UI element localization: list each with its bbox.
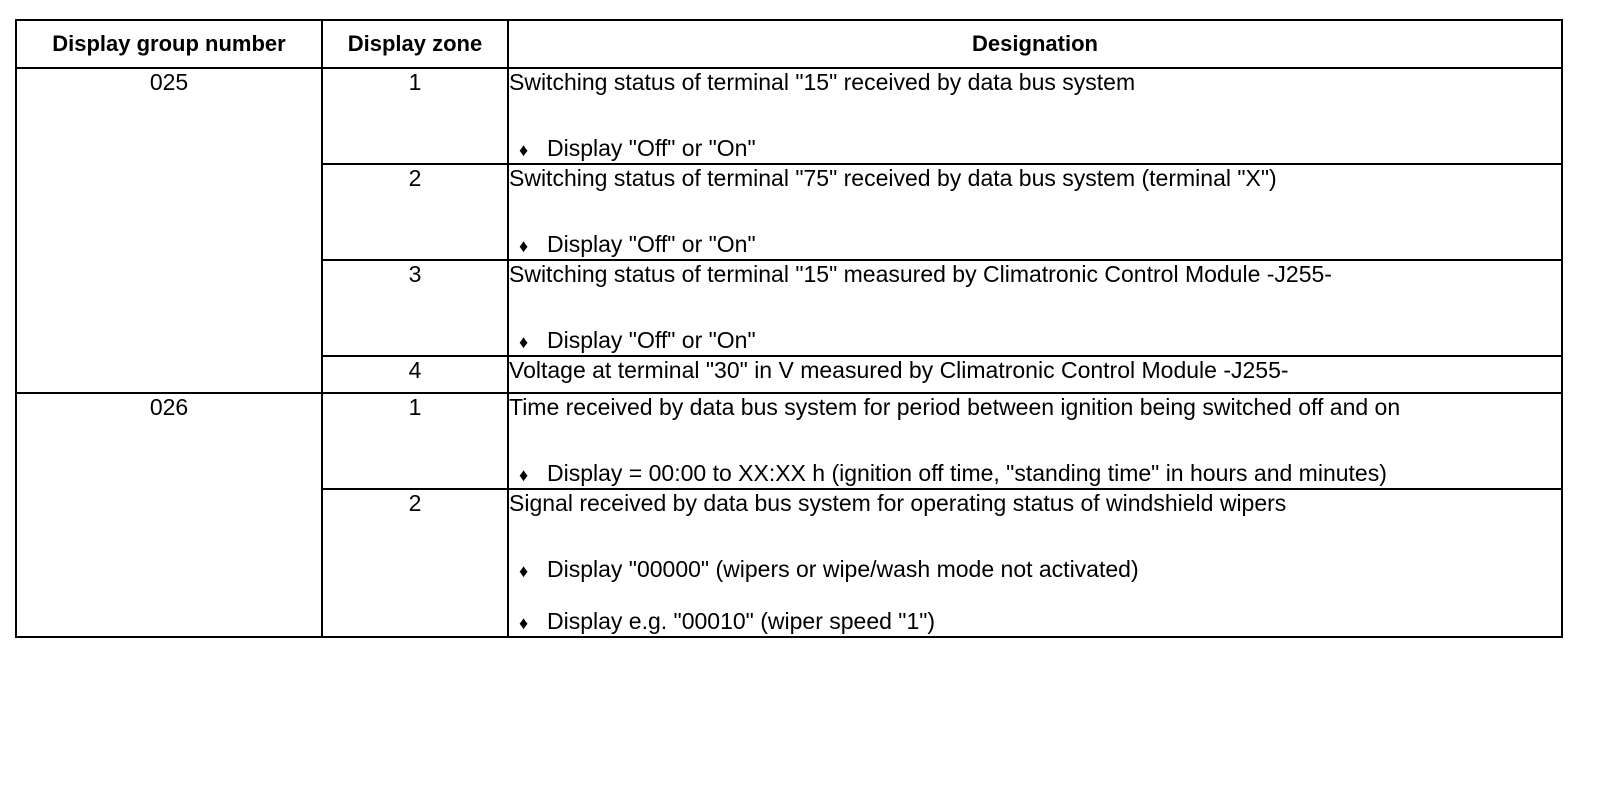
designation-cell: [508, 68, 1562, 164]
table-row: [16, 68, 1562, 164]
diamond-bullet-icon: ♦: [519, 332, 529, 352]
designation-text: Voltage at terminal "30" in V measured by Climatronic Control Module -J255-: [509, 357, 1289, 383]
designation-text: Switching status of terminal "15" measured by Climatronic Control Module -J255-: [509, 261, 1332, 287]
display-group-table: [15, 19, 1563, 638]
header-designation: Designation: [508, 20, 1562, 68]
designation-cell: [508, 393, 1562, 489]
bullet-text: Display "Off" or "On": [547, 327, 756, 353]
table-row: [16, 393, 1562, 489]
zone-cell: 3: [322, 260, 508, 356]
bullet-text: Display = 00:00 to XX:XX h (ignition off time, "standing time" in hours and minutes): [547, 460, 1387, 486]
zone-cell: 2: [322, 489, 508, 637]
zone-cell: 4: [322, 356, 508, 393]
diamond-bullet-icon: ♦: [519, 613, 529, 633]
bullet-item: [509, 608, 1561, 636]
bullet-item: [509, 460, 1561, 488]
group-number-cell: 026: [16, 393, 322, 637]
designation-cell: [508, 489, 1562, 637]
zone-cell: 1: [322, 393, 508, 489]
bullet-text: Display "Off" or "On": [547, 135, 756, 161]
diamond-bullet-icon: ♦: [519, 561, 529, 581]
bullet-item: [509, 556, 1561, 584]
designation-cell: [508, 164, 1562, 260]
zone-cell: 1: [322, 68, 508, 164]
bullet-text: Display e.g. "00010" (wiper speed "1"): [547, 608, 936, 634]
designation-cell: [508, 260, 1562, 356]
designation-cell: [508, 356, 1562, 393]
bullet-item: [509, 135, 1561, 163]
designation-text: Switching status of terminal "15" received by data bus system: [509, 69, 1136, 95]
group-number-cell: 025: [16, 68, 322, 393]
designation-text: Time received by data bus system for period between ignition being switched off and on: [509, 394, 1401, 420]
header-display-group-number: Display group number: [16, 20, 322, 68]
designation-text: Switching status of terminal "75" received by data bus system (terminal "X"): [509, 165, 1277, 191]
bullet-text: Display "00000" (wipers or wipe/wash mode not activated): [547, 556, 1139, 582]
header-display-zone: Display zone: [322, 20, 508, 68]
bullet-item: [509, 327, 1561, 355]
diamond-bullet-icon: ♦: [519, 465, 529, 485]
diamond-bullet-icon: ♦: [519, 236, 529, 256]
diamond-bullet-icon: ♦: [519, 140, 529, 160]
bullet-item: [509, 231, 1561, 259]
header-row: [16, 20, 1562, 68]
zone-cell: 2: [322, 164, 508, 260]
bullet-text: Display "Off" or "On": [547, 231, 756, 257]
designation-text: Signal received by data bus system for operating status of windshield wipers: [509, 490, 1287, 516]
